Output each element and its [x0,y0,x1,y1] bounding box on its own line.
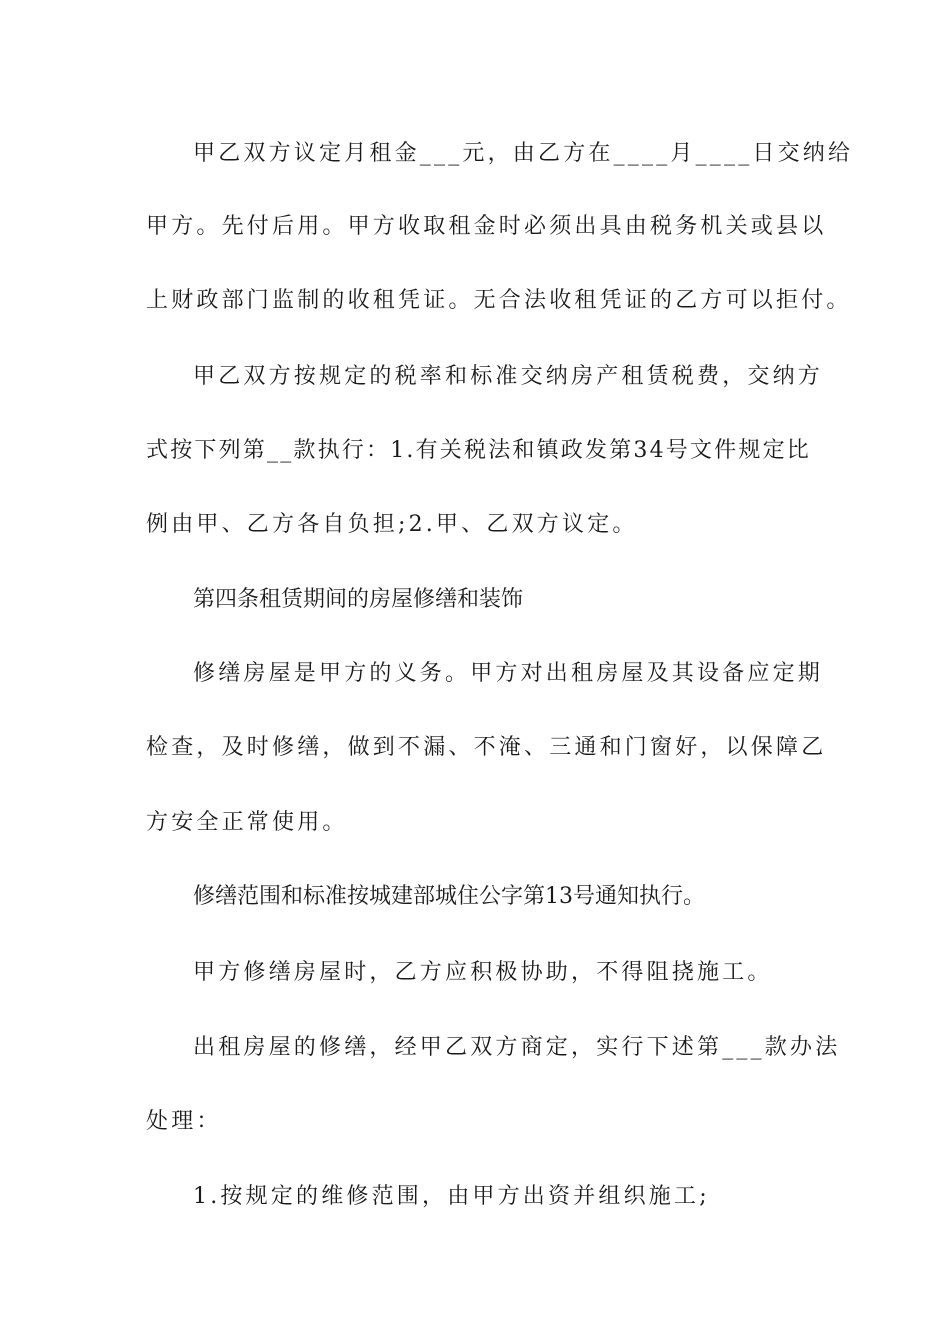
paragraph-line: 处理： [146,1109,222,1134]
paragraph-line: 修缮房屋是甲方的义务。甲方对出租房屋及其设备应定期 [193,661,824,686]
paragraph-line: 甲乙双方按规定的税率和标准交纳房产租赁税费，交纳方 [193,364,824,389]
paragraph-line: 上财政部门监制的收租凭证。无合法收租凭证的乙方可以拒付。 [146,288,852,313]
paragraph-line: 方安全正常使用。 [146,810,348,835]
paragraph-line: 甲方。先付后用。甲方收取租金时必须出具由税务机关或县以 [146,214,827,239]
paragraph-line: 修缮范围和标准按城建部城住公字第13号通知执行。 [193,884,705,909]
section-heading: 第四条租赁期间的房屋修缮和装饰 [193,587,524,612]
paragraph-line: 出租房屋的修缮，经甲乙双方商定，实行下述第___款办法 [193,1035,841,1060]
paragraph-line: 例由甲、乙方各自负担;2.甲、乙双方议定。 [146,512,638,537]
paragraph-line: 式按下列第__款执行：1.有关税法和镇政发第34号文件规定比 [146,438,811,463]
paragraph-line: 检查，及时修缮，做到不漏、不淹、三通和门窗好，以保障乙 [146,735,827,760]
list-item: 1.按规定的维修范围，由甲方出资并组织施工; [193,1184,710,1209]
paragraph-line: 甲方修缮房屋时，乙方应积极协助，不得阻挠施工。 [193,960,773,985]
paragraph-line: 甲乙双方议定月租金___元，由乙方在____月____日交纳给 [193,141,854,166]
